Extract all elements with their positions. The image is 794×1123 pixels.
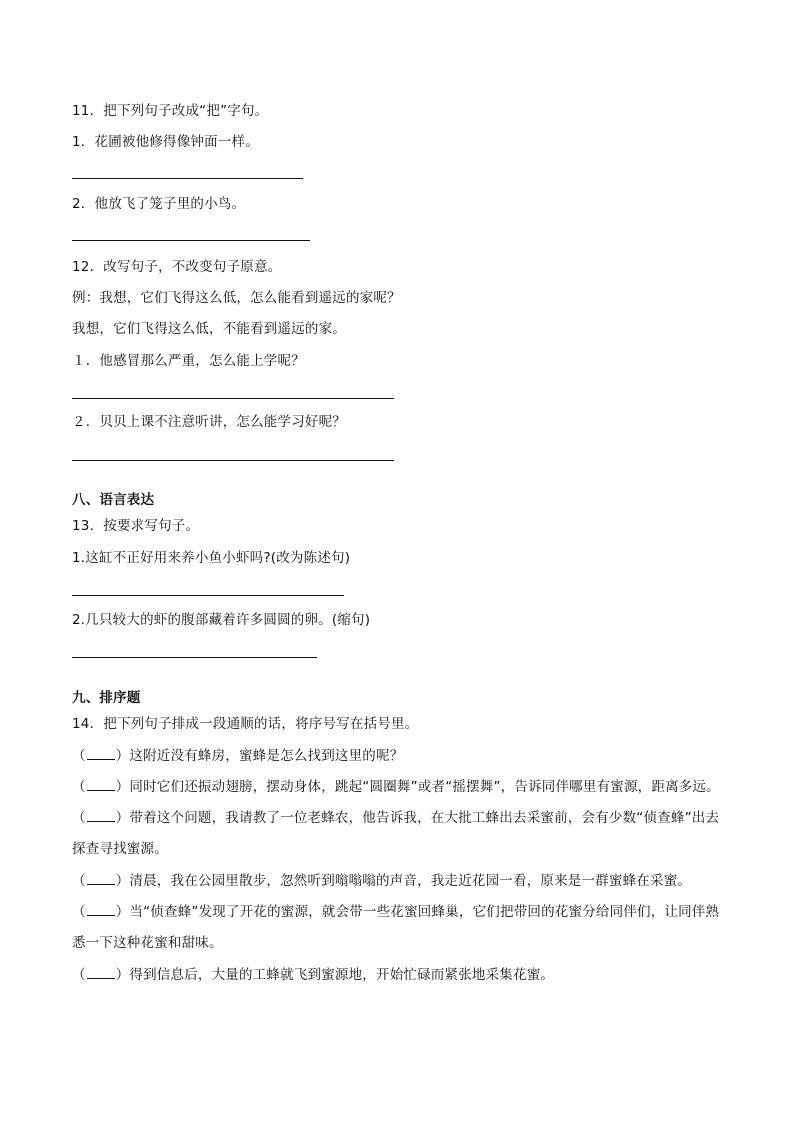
order-blank-3[interactable] bbox=[87, 809, 115, 822]
paren-open: （ bbox=[72, 779, 86, 795]
paren-open: （ bbox=[72, 904, 86, 920]
paren-close: ） bbox=[115, 779, 130, 795]
order-blank-2[interactable] bbox=[87, 778, 115, 791]
q12-item-1: １．他感冒那么严重，怎么能上学呢？ bbox=[72, 353, 305, 369]
paren-close: ） bbox=[115, 810, 130, 826]
q11-item-1: 1．花圃被他修得像钟面一样。 bbox=[72, 134, 259, 150]
q14-item-1 bbox=[72, 747, 403, 765]
q12-title: 12．改写句子，不改变句子原意。 bbox=[72, 259, 282, 275]
q14-item-3 bbox=[72, 809, 719, 827]
q13-answer-line-2[interactable] bbox=[72, 657, 317, 658]
q13-item-2: 2.几只较大的虾的腹部藏着许多圆圆的卵。(缩句) bbox=[72, 612, 371, 628]
paren-open: （ bbox=[72, 967, 86, 983]
q14-item-4-text: 清晨，我在公园里散步，忽然听到嗡嗡嗡的声音，我走近花园一看，原来是一群蜜蜂在采蜜。 bbox=[129, 873, 692, 889]
q14-item-1-text: 这附近没有蜂房，蜜蜂是怎么找到这里的呢？ bbox=[129, 748, 404, 764]
q14-item-2-text: 同时它们还振动翅膀，摆动身体，跳起“圆圈舞”或者“摇摆舞”，告诉同伴哪里有蜜源，距离多远。 bbox=[129, 779, 720, 795]
q13-title: 13．按要求写句子。 bbox=[72, 518, 200, 534]
q14-item-2 bbox=[72, 778, 720, 796]
q14-item-4 bbox=[72, 872, 691, 890]
q11-title: 11．把下列句子改成“把”字句。 bbox=[72, 103, 269, 119]
q13-answer-line-1[interactable] bbox=[72, 595, 344, 596]
q14-item-5 bbox=[72, 903, 719, 921]
q11-answer-line-2[interactable] bbox=[72, 240, 310, 241]
q12-answer-line-2[interactable] bbox=[72, 460, 394, 461]
paren-close: ） bbox=[115, 967, 130, 983]
q14-item-5-text: 当“侦查蜂”发现了开花的蜜源，就会带一些花蜜回蜂巢，它们把带回的花蜜分给同伴们，让同伴熟 bbox=[129, 904, 720, 920]
q14-item-3-text: 带着这个问题，我请教了一位老蜂农，他告诉我，在大批工蜂出去采蜜前，会有少数“侦查蜂”出去 bbox=[129, 810, 720, 826]
q11-item-2: 2．他放飞了笼子里的小鸟。 bbox=[72, 196, 246, 212]
q13-item-1: 1.这缸不正好用来养小鱼小虾吗?(改为陈述句) bbox=[72, 550, 351, 566]
q14-title: 14．把下列句子排成一段通顺的话，将序号写在括号里。 bbox=[72, 716, 419, 732]
paren-open: （ bbox=[72, 748, 86, 764]
paren-close: ） bbox=[115, 873, 130, 889]
order-blank-4[interactable] bbox=[87, 872, 115, 885]
q12-example-answer: 我想，它们飞得这么低，不能看到遥远的家。 bbox=[72, 321, 346, 337]
q12-answer-line-1[interactable] bbox=[72, 398, 394, 399]
paren-open: （ bbox=[72, 810, 86, 826]
q14-item-6 bbox=[72, 966, 554, 984]
q14-item-3-continuation: 探查寻找蜜源。 bbox=[72, 841, 168, 857]
paren-open: （ bbox=[72, 873, 86, 889]
order-blank-1[interactable] bbox=[87, 747, 115, 760]
q12-example-question: 例：我想，它们飞得这么低，怎么能看到遥远的家呢？ bbox=[72, 290, 401, 306]
q14-item-5-continuation: 悉一下这种花蜜和甜味。 bbox=[72, 935, 223, 951]
paren-close: ） bbox=[115, 904, 130, 920]
section-9-heading: 九、排序题 bbox=[72, 690, 141, 706]
order-blank-5[interactable] bbox=[87, 903, 115, 916]
order-blank-6[interactable] bbox=[87, 966, 115, 979]
paren-close: ） bbox=[115, 748, 130, 764]
q12-item-2: ２．贝贝上课不注意听讲，怎么能学习好呢？ bbox=[72, 414, 346, 430]
q11-answer-line-1[interactable] bbox=[72, 178, 303, 179]
section-8-heading: 八、语言表达 bbox=[72, 492, 155, 508]
q14-item-6-text: 得到信息后，大量的工蜂就飞到蜜源地，开始忙碌而紧张地采集花蜜。 bbox=[129, 967, 555, 983]
